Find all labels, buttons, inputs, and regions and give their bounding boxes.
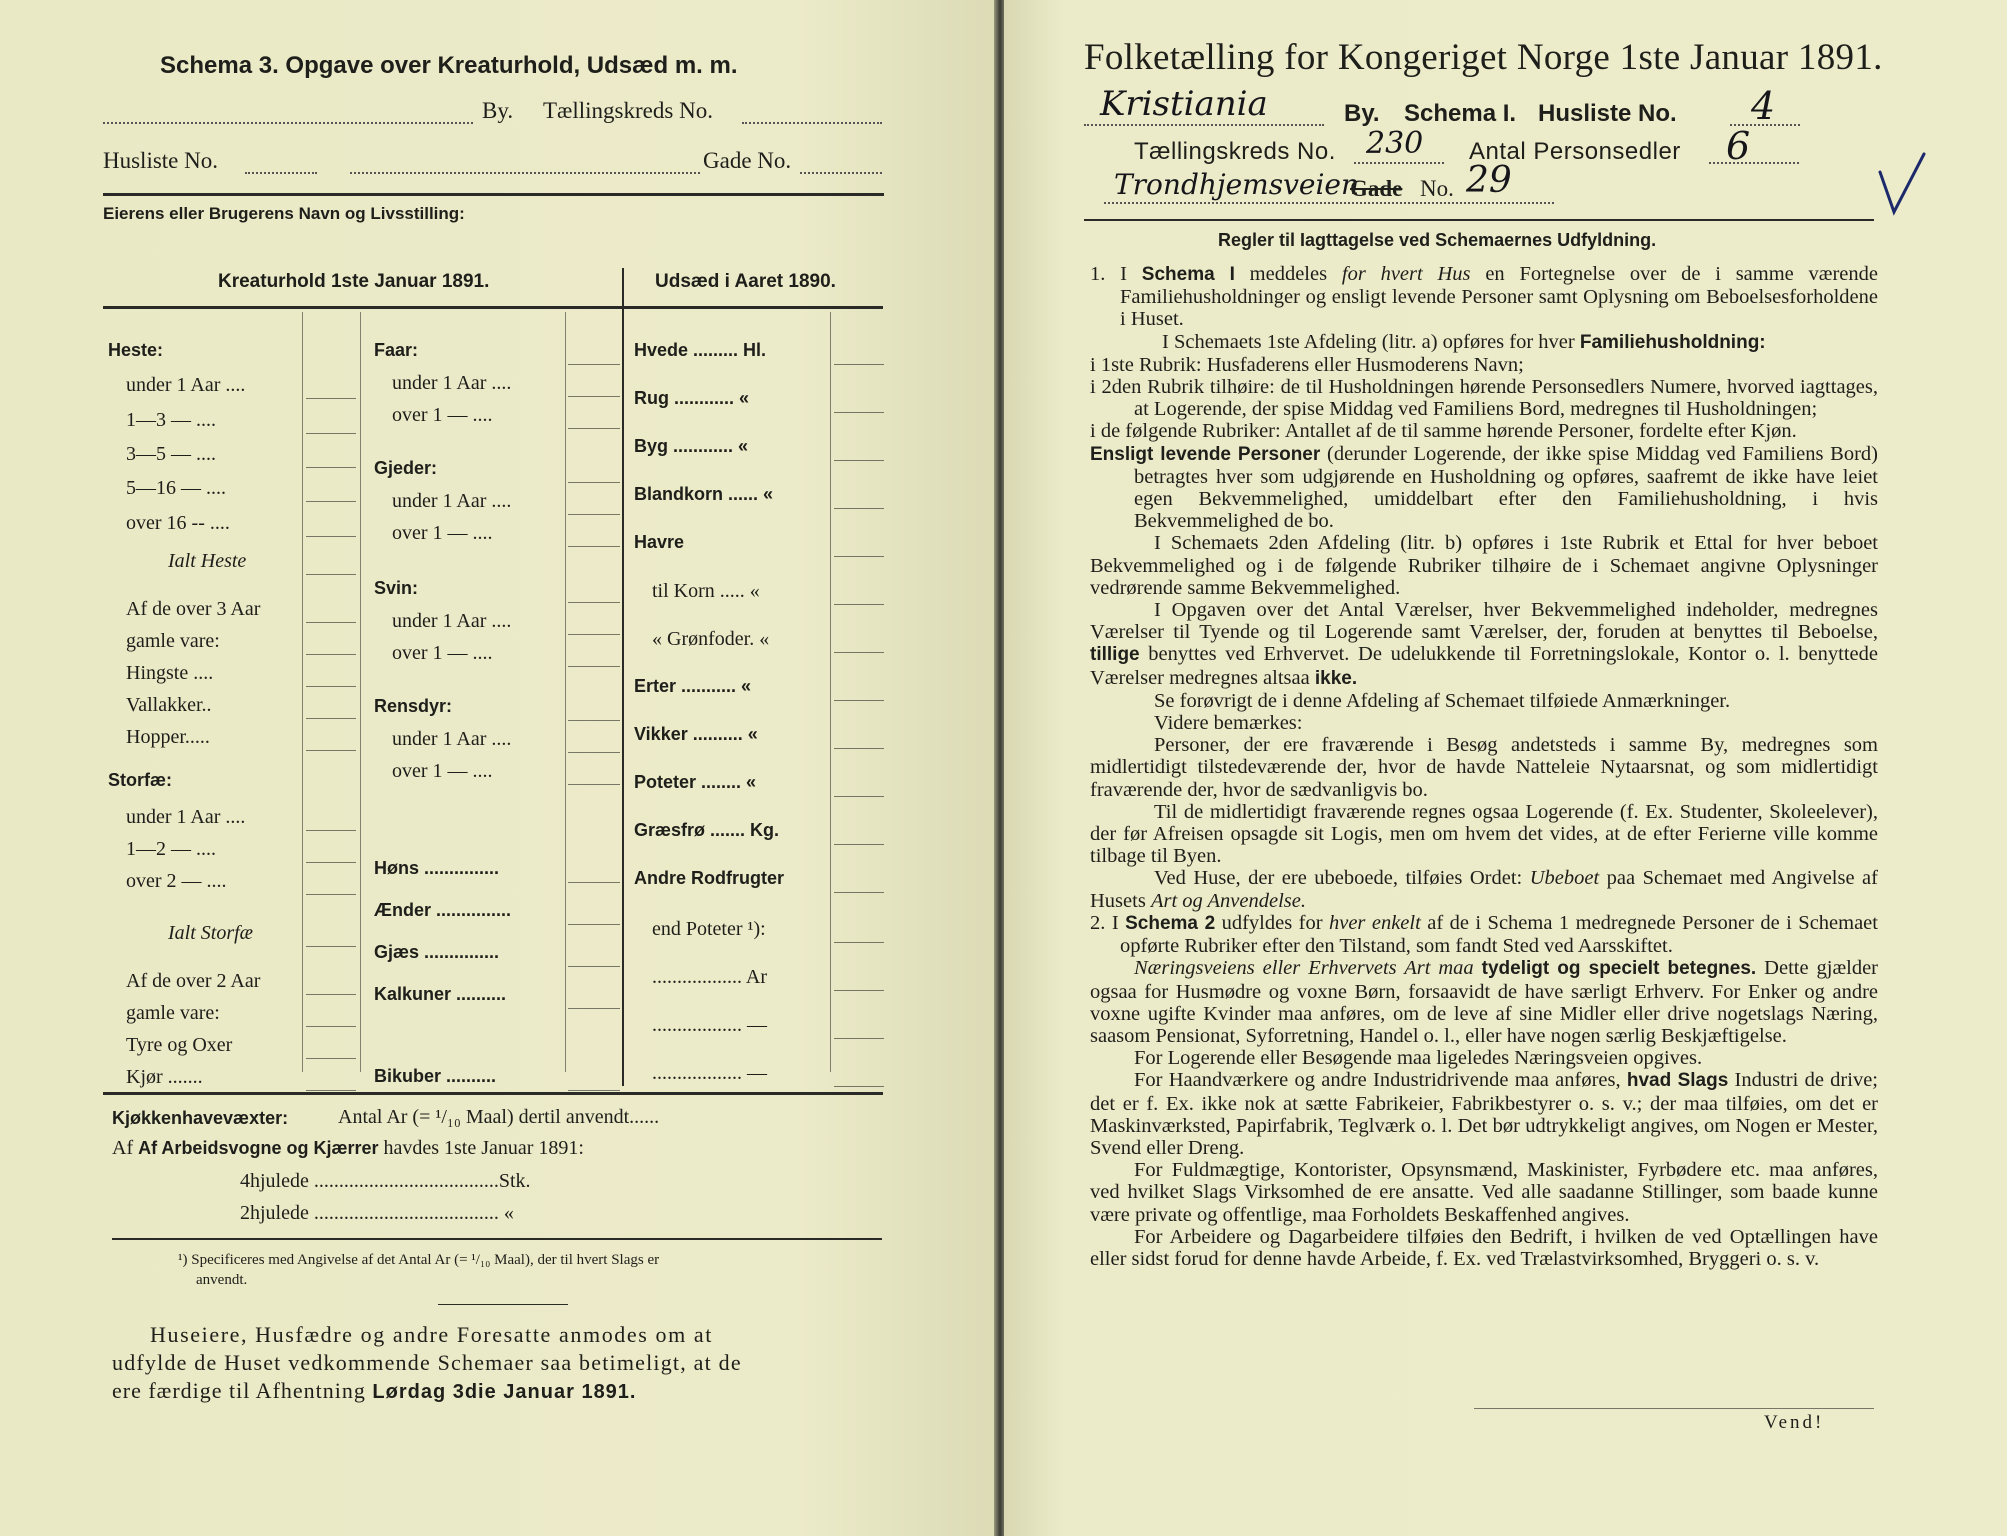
col2-value-line	[568, 428, 620, 429]
col3-value-line	[834, 364, 884, 365]
kjokken-text: Antal Ar (= ¹/₁₀ Maal) dertil anvendt......	[338, 1106, 660, 1128]
col2-row-label: Gjæs ...............	[374, 942, 500, 962]
col1-row-label: Ialt Heste	[168, 550, 247, 572]
col3-value-line	[834, 990, 884, 991]
col1-row-label: under 1 Aar ....	[126, 374, 246, 396]
header-rule	[103, 193, 884, 196]
footnote-short-rule	[438, 1304, 568, 1305]
col3-value-line	[834, 1086, 884, 1087]
col1-row-label: Hopper.....	[126, 726, 210, 748]
col3-row-label: Blandkorn ...... «	[634, 484, 774, 504]
rules-heading: Regler til Iagttagelse ved Schemaernes Udfyldning.	[1218, 230, 1657, 250]
antal-number: 6	[1726, 124, 1751, 168]
col1-value-line	[306, 994, 356, 995]
col1-row-label: Storfæ:	[108, 770, 172, 790]
col1-value-line	[306, 467, 356, 468]
taellingskreds-label: Tællingskreds No.	[543, 98, 713, 123]
vend-label: Vend!	[1764, 1412, 1825, 1433]
col3-row-label: « Grønfoder. «	[652, 628, 770, 650]
col3-row-label: Vikker .......... «	[634, 724, 758, 744]
col2-row-label: over 1 — ....	[392, 404, 493, 426]
col1-value-line	[306, 1058, 356, 1059]
table-top-rule	[103, 306, 883, 309]
arbeid-label: Af Arbeidsvogne og Kjærrer	[138, 1138, 379, 1158]
col3-row-label: Hvede ......... Hl.	[634, 340, 767, 360]
col1-row-label: under 1 Aar ....	[126, 806, 246, 828]
col1-row-label: Hingste ....	[126, 662, 214, 684]
col2-value-line	[568, 966, 620, 967]
col2-row-label: over 1 — ....	[392, 522, 493, 544]
taellingskreds-label-right: Tællingskreds No.	[1134, 138, 1336, 165]
col2-value-line	[568, 666, 620, 667]
col3-value-line	[834, 1038, 884, 1039]
col1-value-line	[306, 862, 356, 863]
city-handwritten: Kristiania	[1100, 84, 1268, 124]
closing-text: ere færdige til Afhentning	[112, 1378, 366, 1403]
udsaed-divider	[622, 268, 624, 1086]
col1-value-line	[306, 622, 356, 623]
col1-row-label: Vallakker..	[126, 694, 212, 716]
col2-row-label: Høns ...............	[374, 858, 500, 878]
col2-value-line	[568, 602, 620, 603]
closing-line-3	[112, 1378, 637, 1404]
col2-row-label: Svin:	[374, 578, 419, 598]
hjul4-line: 4hjulede .....................................Stk.	[240, 1170, 531, 1192]
col1-row-label: 1—2 — ....	[126, 838, 216, 860]
taellingskreds-number-line	[1354, 162, 1444, 164]
col2-value-line	[568, 396, 620, 397]
col3-value-line	[834, 412, 884, 413]
col3-value-line	[834, 556, 884, 557]
col3-value-line	[834, 748, 884, 749]
husliste-label: Husliste No.	[103, 148, 218, 173]
col3-value-line	[834, 700, 884, 701]
col2-value-line	[568, 924, 620, 925]
col1-value-line	[306, 718, 356, 719]
col2-value-line	[568, 1008, 620, 1009]
gade-label-right: Gade	[1350, 176, 1403, 201]
gade-label: Gade No.	[703, 148, 792, 173]
col1-right-line	[360, 312, 361, 1072]
col3-row-label: .................. —	[652, 1014, 767, 1036]
kreaturhold-header: Kreaturhold 1ste Januar 1891.	[218, 271, 490, 292]
col1-value-line	[302, 312, 303, 1072]
col2-value-line	[568, 784, 620, 785]
udsaed-header: Udsæd i Aaret 1890.	[655, 271, 836, 292]
col2-row-label: under 1 Aar ....	[392, 372, 512, 394]
by-dotted-line	[103, 122, 473, 124]
col3-value-line	[834, 942, 884, 943]
col1-value-line	[306, 894, 356, 895]
rules-text: 1. I Schema I meddeles for hvert Hus en Fortegnelse over de i samme værende Familiehusholdninger og ensligt levende Personer samt Oplysning om Beboelsesforholdene i Huset. I Schemaets 1ste Afdeling (litr. a) opføres for hver Familiehusholdning: i 1ste Rubrik: Husfaderens eller Husmoderens Navn; i 2den Rubrik tilhøire: de til Husholdningen hørende Personsedlers Numere, hvorved iagttages, at Logerende, der spise Middag ved Familiens Bord, medregnes til Husholdningen; i de følgende Rubriker: Antallet af de til samme hørende Personer, fordelte efter Kjøn. Ensligt levende Personer (derunder Logerende, der ikke spise Middag ved Familiens Bord) betragtes hver som udgjørende en Husholdning og opføres, saafremt de ikke have leiet egen Bekvemmelighed, umiddelbart efter den Familiehusholdning, i hvis Bekvemmelighed de bo. I Schemaets 2den Afdeling (litr. b) opføres i 1ste Rubrik et Ettal for hver beboet Bekvemmelighed og i de følgende Rubriker tilhøire de i Schemaet angivne Oplysninger vedrørende samme Bekvemmelighed. I Opgaven over det Antal Værelser, hver Bekvemmelighed indeholder, medregnes Værelser til Tyende og til Logerende samt Værelser, der, foruden at benyttes til Beboelse, tillige benyttes ved Erhvervet. De udelukkende til Forretningslokale, Kontor o. l. benyttede Værelser medregnes altsaa ikke. Se forøvrigt de i denne Afdeling af Schemaet tilføiede Anmærkninger. Videre bemærkes: Personer, der ere fraværende i Besøg andetsteds i samme By, medregnes som midlertidigt tilstedeværende der, hvor de havde Natteleie Nytaarsnat, og som midlertidigt fraværende der, hvor de sædvanligvis bo. Til de midlertidigt fraværende regnes ogsaa Logerende (f. Ex. Studenter, Skoleelever), der før Afreisen opsagde sit Logis, men om hvem det vides, at de efter Ferierne ville komme tilbage til Byen. Ved Huse, der ere ubeboede, tilføies Ordet: Ubeboet paa Schemaet med Angivelse af Husets Art og Anvendelse. 2. I Schema 2 udfyldes for hver enkelt af de i Schema 1 medregnede Personer de i Schemaet opførte Rubriker efter den Tilstand, som fandt Sted ved Aarsskiftet. Næringsveiens eller Erhvervets Art maa tydeligt og specielt betegnes. Dette gjælder ogsaa for Husmødre og voxne Børn, forsaavidt de have særligt Erhverv. For Enker og andre voxne ugifte Kvinder maa anføres, om de leve af sine Midler eller drive nogetslags Næring, saasom Pensionat, Syforretning, Handel o. l., eller have nogen særlig Beskjæftigelse. For Logerende eller Besøgende maa ligeledes Næringsveien opgives. For Haandværkere og andre Industridrivende maa anføres, hvad Slags Industri de drive; det er f. Ex. ikke nok at sætte Fabrikeier, Fabrikbestyrer o. s. v.; der maa tilføies, om det er Maskinværksted, Papirfabrik, Teglværk o. l. Det bør udtrykkeligt angives, om Nogen er Mester, Svend eller Dreng. For Fuldmægtige, Kontorister, Opsynsmænd, Maskinister, Fyrbødere etc. maa anføres, ved hvilket Slags Virksomhed de ere ansatte. Ved alle saadanne Stillinger, som baade kunne være private og offentlige, maa Forholdets Beskaffenhed angives. For Arbeidere og Dagarbeidere tilføies den Bedrift, i hvilken de ved Optællingen have eller sidst forud for denne havde Arbeide, f. Ex. ved Trælastvirksomhed, Bryggeri o. s. v.	[1090, 263, 1879, 1270]
col1-value-line	[306, 946, 356, 947]
col3-row-label: Poteter ........ «	[634, 772, 757, 792]
closing-date: Lørdag 3die Januar 1891.	[372, 1381, 637, 1403]
col2-row-label: over 1 — ....	[392, 760, 493, 782]
street-dotted-line	[350, 172, 700, 174]
col2-value-line	[568, 752, 620, 753]
col2-value-line	[568, 514, 620, 515]
taellingskreds-dotted-line	[742, 122, 882, 124]
right-header-rule	[1084, 219, 1874, 221]
arbeid-prefix: Af Af Arbeidsvogne og Kjærrer havdes 1ste Januar 1891:	[112, 1137, 584, 1159]
col1-row-label: Tyre og Oxer	[126, 1034, 233, 1056]
closing-line-2: udfylde de Huset vedkommende Schemaer saa betimeligt, at de	[112, 1350, 742, 1375]
no-label-right: No.	[1420, 176, 1454, 201]
antal-label: Antal Personsedler	[1469, 138, 1681, 165]
col1-row-label: Heste:	[108, 340, 164, 360]
col2-value-line	[568, 634, 620, 635]
col3-value-line	[834, 844, 884, 845]
col2-value-line	[568, 364, 620, 365]
col2-row-label: under 1 Aar ....	[392, 490, 512, 512]
col2-row-label: under 1 Aar ....	[392, 610, 512, 632]
right-title: Folketælling for Kongeriget Norge 1ste Januar 1891.	[1084, 37, 1883, 78]
col2-row-label: Ænder ...............	[374, 900, 512, 920]
kjokken-label: Kjøkkenhavevæxter:	[112, 1108, 289, 1128]
col1-row-label: 1—3 — ....	[126, 409, 216, 431]
footnote-rule	[112, 1238, 882, 1240]
col2-value-line	[565, 312, 566, 1072]
col2-row-label: under 1 Aar ....	[392, 728, 512, 750]
col1-value-line	[306, 536, 356, 537]
col1-value-line	[306, 501, 356, 502]
col1-value-line	[306, 433, 356, 434]
by-label-right: By.	[1344, 100, 1380, 127]
col1-row-label: over 2 — ....	[126, 870, 227, 892]
left-title: Schema 3. Opgave over Kreaturhold, Udsæd m. m.	[160, 52, 738, 79]
hjul2-line: 2hjulede ..................................... «	[240, 1202, 514, 1224]
col1-value-line	[306, 654, 356, 655]
col3-value-line	[834, 460, 884, 461]
col1-row-label: gamle vare:	[126, 1002, 220, 1024]
arbeid-text: havdes 1ste Januar 1891:	[383, 1137, 584, 1159]
col1-row-label: 5—16 — ....	[126, 477, 226, 499]
taellingskreds-number: 230	[1366, 126, 1424, 161]
col2-value-line	[568, 546, 620, 547]
col1-value-line	[306, 398, 356, 399]
col3-row-label: Erter ........... «	[634, 676, 752, 696]
street-dotted-line-right	[1104, 202, 1554, 204]
closing-line-1: Huseiere, Husfædre og andre Foresatte anmodes om at	[150, 1322, 714, 1347]
vend-rule	[1474, 1408, 1874, 1409]
col2-row-label: over 1 — ....	[392, 642, 493, 664]
col1-value-line	[306, 750, 356, 751]
owner-label: Eierens eller Brugerens Navn og Livsstilling:	[103, 204, 465, 223]
col1-row-label: Af de over 2 Aar	[126, 970, 261, 992]
col3-row-label: end Poteter ¹):	[652, 918, 766, 940]
left-page	[0, 0, 996, 1536]
street-handwritten: Trondhjemsveien	[1114, 168, 1360, 201]
street-number: 29	[1466, 160, 1512, 201]
col2-row-label: Bikuber ..........	[374, 1066, 497, 1086]
husliste-number: 4	[1751, 84, 1776, 128]
col3-value-line	[834, 796, 884, 797]
col3-value-line	[834, 652, 884, 653]
col3-row-label: Byg ............ «	[634, 436, 749, 456]
right-page	[1004, 0, 2007, 1536]
col2-value-line	[568, 1090, 620, 1091]
husliste-label-right: Husliste No.	[1538, 100, 1677, 127]
col1-row-label: 3—5 — ....	[126, 443, 216, 465]
by-label: By.	[482, 98, 514, 123]
col2-value-line	[568, 720, 620, 721]
col3-row-label: .................. Ar	[652, 966, 767, 988]
col2-row-label: Kalkuner ..........	[374, 984, 507, 1004]
schema-label: Schema I.	[1404, 100, 1517, 127]
col3-value-line	[830, 312, 831, 1072]
col3-value-line	[834, 604, 884, 605]
col3-row-label: Rug ............ «	[634, 388, 750, 408]
antal-number-line	[1709, 162, 1799, 164]
gade-struck	[1350, 176, 1402, 202]
gade-dotted-line	[800, 172, 882, 174]
city-dotted-line	[1084, 124, 1324, 126]
col1-value-line	[306, 686, 356, 687]
col1-value-line	[306, 574, 356, 575]
footnote-line-2: anvendt.	[196, 1272, 248, 1288]
footnote-line-1: ¹) Specificeres med Angivelse af det Antal Ar (= ¹/₁₀ Maal), der til hvert Slags er	[178, 1252, 660, 1268]
col2-value-line	[568, 482, 620, 483]
col1-row-label: Af de over 3 Aar	[126, 598, 261, 620]
col3-row-label: Havre	[634, 532, 685, 552]
col1-value-line	[306, 1090, 356, 1091]
col1-row-label: Kjør .......	[126, 1066, 203, 1088]
husliste-dotted-line	[245, 172, 317, 174]
col3-row-label: Græsfrø ....... Kg.	[634, 820, 780, 840]
checkmark-icon	[1874, 150, 1934, 220]
col3-value-line	[834, 892, 884, 893]
col3-row-label: til Korn ..... «	[652, 580, 760, 602]
col3-value-line	[834, 508, 884, 509]
table-bottom-rule	[103, 1092, 883, 1095]
col3-row-label: Andre Rodfrugter	[634, 868, 784, 888]
col1-value-line	[306, 1026, 356, 1027]
col2-value-line	[568, 882, 620, 883]
col2-row-label: Rensdyr:	[374, 696, 453, 716]
col1-value-line	[306, 830, 356, 831]
col1-row-label: Ialt Storfæ	[168, 922, 254, 944]
col1-row-label: gamle vare:	[126, 630, 220, 652]
col2-row-label: Gjeder:	[374, 458, 438, 478]
col1-row-label: over 16 -- ....	[126, 512, 230, 534]
col2-row-label: Faar:	[374, 340, 419, 360]
col3-row-label: .................. —	[652, 1062, 767, 1084]
